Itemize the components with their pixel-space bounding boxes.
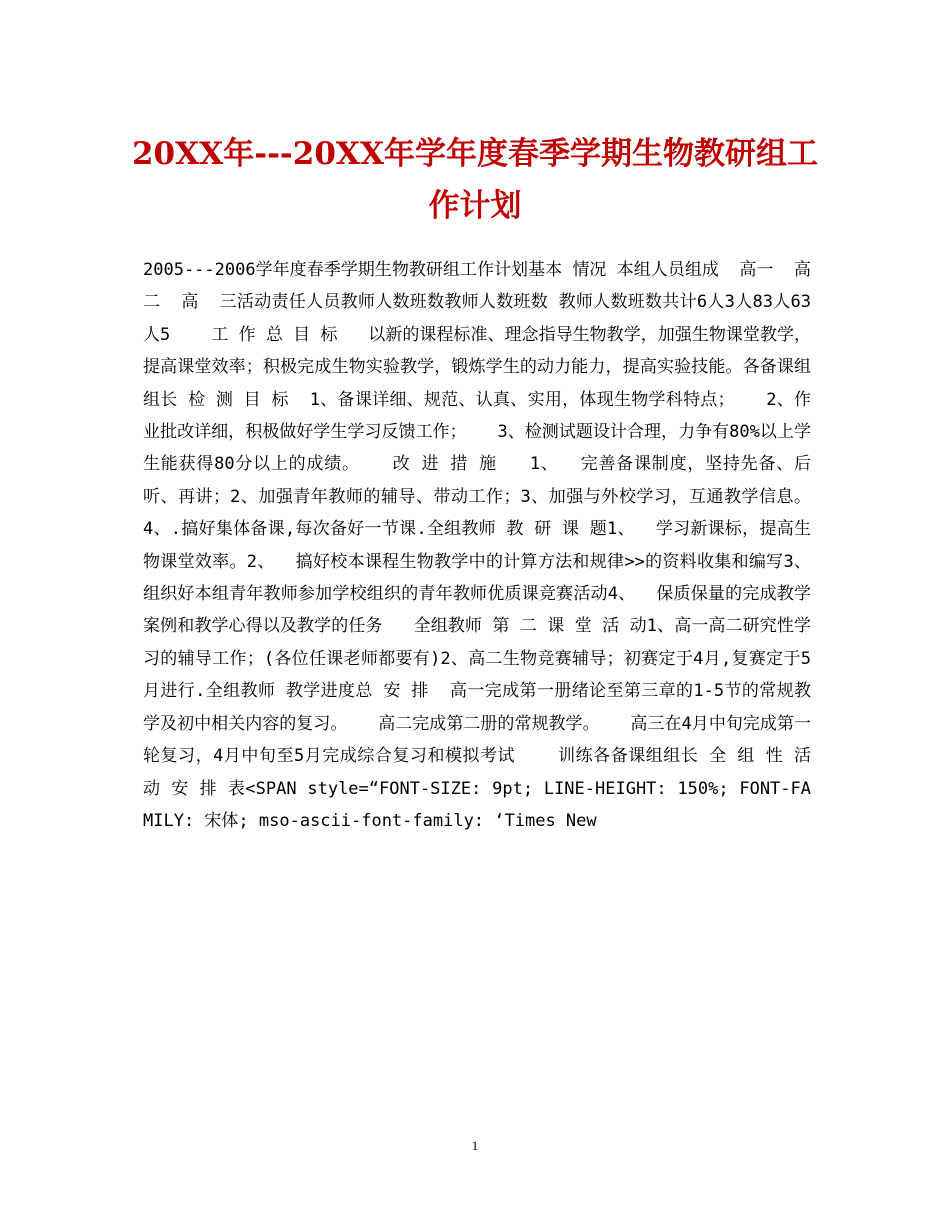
page-number: 1 — [471, 1138, 479, 1153]
document-body-text: 2005---2006学年度春季学期生物教研组工作计划基本 情况 本组人员组成 高一 高 二 高 三活动责任人员教师人数班数教师人数班数 教师人数班数共计6人3人83人63人5 工 作 总 目 标 以新的课程标准、理念指导生物教学，加强生物课堂教学，提高课堂效率；积极完成生物实验教学，锻炼学生的动力能力，提高实验技能。各备课组组长 检 测 目 标 1、备课详细、规范、认真、实用，体现生物学科特点； 2、作业批改详细，积极做好学生学习反馈工作； 3、检测试题设计合理，力争有80%以上学生能获得80分以上的成绩。 改 进 措 施 1、 完善备课制度，坚持先备、后听、再讲；2、加强青年教师的辅导、带动工作；3、加强与外校学习，互通教学信息。4、.搞好集体备课,每次备好一节课.全组教师 教 研 课 题1、 学习新课标，提高生物课堂效率。2、 搞好校本课程生物教学中的计算方法和规律>>的资料收集和编写3、 组织好本组青年教师参加学校组织的青年教师优质课竞赛活动4、 保质保量的完成教学案例和教学心得以及教学的任务 全组教师 第 二 课 堂 活 动1、高一高二研究性学习的辅导工作；(各位任课老师都要有)2、高二生物竞赛辅导；初赛定于4月,复赛定于5月进行.全组教师 教学进度总 安 排 高一完成第一册绪论至第三章的1-5节的常规教学及初中相关内容的复习。 高二完成第二册的常规教学。 高三在4月中旬完成第一轮复习，4月中旬至5月完成综合复习和模拟考试 训练各备课组组长 全 组 性 活 动 安 排 表<SPAN style=“FONT-SIZE: 9pt; LINE-HEIGHT: 150%; FONT-FAMILY: 宋体; mso-ascii-font-family: ‘Times New — [143, 260, 832, 831]
document-title: 20XX年---20XX年学年度春季学期生物教研组工作计划 — [131, 136, 819, 224]
